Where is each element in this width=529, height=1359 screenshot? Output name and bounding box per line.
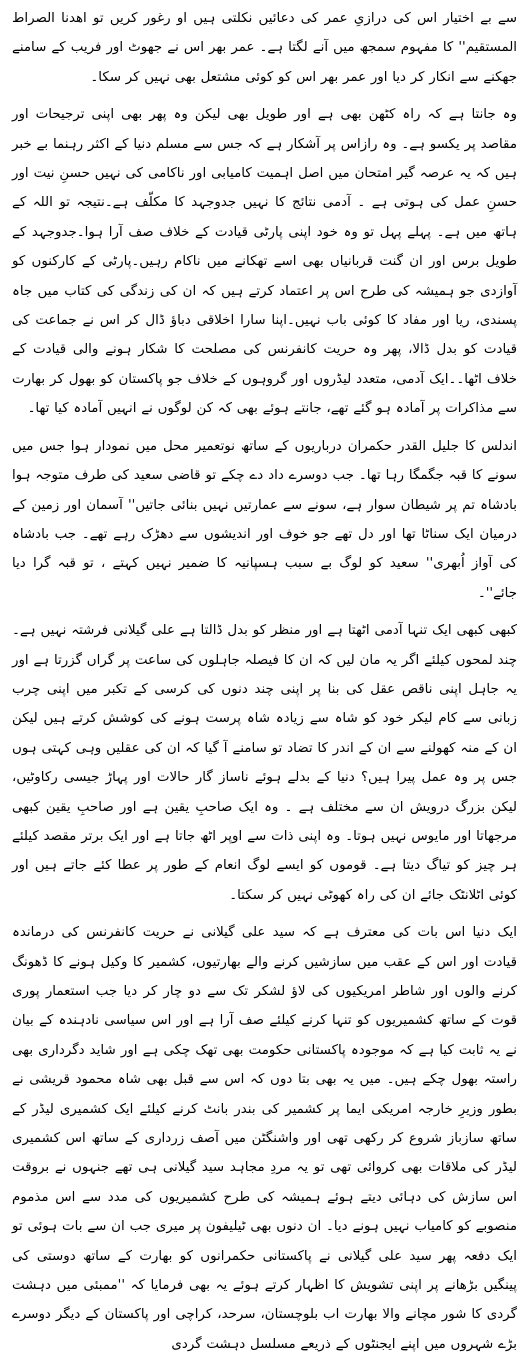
article-paragraph: کبھی کبھی ایک تنہا آدمی اٹھتا ہے اور منظر کو بدل ڈالتا ہے علی گیلانی فرشتہ نہیں ہے۔ چند لمحوں کیلئے اگر یہ مان لیں کہ ان کا فیصلہ جاہلوں کی ساعت پر گراں گزرتا ہے اور یہ جاہل اپنی ناقص عقل کی بنا پر اپنی چند دنوں کی کرسی کے تکبر میں اپنی چرب زبانی سے کام لیکر خود کو شاہ سے زیادہ شاہ پرست ہونے کی کوشش کرتے ہیں لیکن ان کے منہ کھولنے سے ان کے اندر کا تضاد تو سامنے آ گیا کہ ان کی عقلیں وہی کہتی ہوں جس پر وہ عمل پیرا ہیں؟ دنیا کے بدلے ہوئے ناساز گار حالات اور پہاڑ جیسی رکاوٹیں، لیکن بزرگ درویش ان سے مختلف ہے ۔ وہ ایک صاحبِ یقین ہے اور صاحبِ یقین کبھی مرجھاتا اور مایوس نہیں ہوتا۔ وہ اپنی ذات سے اوپر اٹھ جاتا ہے اور ایک برتر مقصد کیلئے ہر چیز کو تیاگ دیتا ہے۔ قوموں کو ایسے لوگ انعام کے طور پر عطا کئے جاتے ہیں اور کوئی اٹلانٹک جائے ان کی راہ کھوٹی نہیں کر سکتا۔ <box>12 623 517 903</box>
article-paragraph: وہ جانتا ہے کہ راہ کٹھن بھی ہے اور طویل بھی لیکن وہ پھر بھی اپنی ترجیحات اور مقاصد پر یکسو ہے۔ وہ رازاس پر آشکار ہے کہ جس سے مسلم دنیا کے اکثر رہنما بے خبر ہیں کہ یہ عرصہ گیر امتحان میں اصل اہمیت کامیابی اور ناکامی کی نہیں حسنِ نیت اور حسنِ عمل کی ہوتی ہے ۔ آدمی نتائج کا نہیں جدوجہد کا مکلّف ہے۔نتیجہ تو اللہ کے ہاتھ میں ہے۔ پہلے پہل تو وہ خود اپنی پارٹی قیادت کے خلاف صف آرا ہوا۔جدوجہد کے طویل برس اور ان گنت قربانیاں بھی اسے تھکانے میں ناکام رہیں۔پارٹی کے کارکنوں کو آوازدی جو ہمیشہ کی طرح اس پر اعتماد کرتے ہیں کہ ان کی زندگی کی کتاب میں جاہ پسندی، ریا اور مفاد کا کوئی باب نہیں۔اپنا سارا اخلاقی دباؤ ڈال کر اس نے جماعت کی قیادت کو بدل ڈالا، پھر وہ حریت کانفرنس کی مصلحت کا شکار ہونے والی قیادت کے خلاف اٹھا۔۔ایک آدمی، متعدد لیڈروں اور گروہوں کے خلاف جو پاکستان کو بھول کر بھارت سے مذاکرات پر آمادہ ہو گئے تھے، جانتے ہوئے بھی کہ کن لوگوں نے انہیں آمادہ کیا تھا۔ <box>12 107 517 417</box>
article-paragraph: ایک دنیا اس بات کی معترف ہے کہ سید علی گیلانی نے حریت کانفرنس کی درماندہ قیادت اور اس کے عقب میں سازشیں کرنے والے بھارتیوں، کشمیر کا وکیل ہونے کا ڈھونگ کرنے والوں اور شاطر امریکیوں کی لاؤ لشکر تک سے دو چار کر دیا جب استعمار پوری قوت کے ساتھ کشمیریوں کو تنہا کرنے کیلئے صف آرا ہے اور اس سیاسی نادہندہ کے بیان نے یہ ثابت کیا ہے کہ موجودہ پاکستانی حکومت بھی تھک چکی ہے اور شاید دگرداری بھی راستہ بھول چکے ہیں۔ میں یہ بھی بتا دوں کہ اس سے قبل بھی شاہ محمود قریشی نے بطور وزیرِ خارجہ امریکی ایما پر کشمیر کی بندر بانٹ کرنے کیلئے ایک کشمیری لیڈر کے ساتھ سازباز شروع کر رکھی تھی اور واشنگٹن میں آصف زرداری کے ساتھ اس کشمیری لیڈر کی ملاقات بھی کروائی تھی تو یہ مردِ مجاہد سید گیلانی ہی تھے جنہوں نے بروقت اس سازش کی دہائی دیتے ہوئے ہمیشہ کی طرح کشمیریوں کی مدد سے اس مذموم منصوبے کو کامیاب نہیں ہونے دیا۔ ان دنوں بھی ٹیلیفون پر میری جب ان سے بات ہوئی تو ایک دفعہ پھر سید علی گیلانی نے پاکستانی حکمرانوں کو بھارت کے ساتھ دوستی کی پینگیں بڑھانے پر اپنی تشویش کا اظہار کرتے ہوئے یہ بھی فرمایا کہ ''ممبئی میں دہشت گردی کا شور مچانے والا بھارت اب بلوچستان، سرحد، کراچی اور پاکستان کے دیگر دوسرے بڑے شہروں میں اپنے ایجنٹوں کے ذریعے مسلسل دہشت گردی <box>12 925 517 1352</box>
article-paragraph: اندلس کا جلیل القدر حکمران درباریوں کے ساتھ نوتعمیر محل میں نمودار ہوا جس میں سونے کا قبہ جگمگا رہا تھا۔ جب دوسرے داد دے چکے تو قاضی سعید کی طرف متوجہ ہوا بادشاہ تم پر شیطان سوار ہے، سونے سے عمارتیں نہیں بنائی جاتیں'' آسمان اور زمین کے درمیان ایک سناٹا تھا اور دل تھے جو خوف اور اندیشوں سے دھڑک رہے تھے۔ جب بادشاہ کی آواز اُبھری'' سعید کو لوگ بے سبب ہسپانیہ کا ضمیر نہیں کہتے ، تو قبہ گرا دیا جائے''۔ <box>12 438 517 601</box>
article-paragraph: سے بے اختیار اس کی درازیِ عمر کی دعائیں نکلتی ہیں او رغور کریں تو اھدنا الصراط المستقیم'' کا مفہوم سمجھ میں آنے لگتا ہے۔ عمر بھر اس نے جھوٹ اور فریب کے سامنے جھکنے سے انکار کر دیا اور عمر بھر اس کو کوئی مشتعل بھی نہیں کر سکا۔ <box>12 11 517 85</box>
